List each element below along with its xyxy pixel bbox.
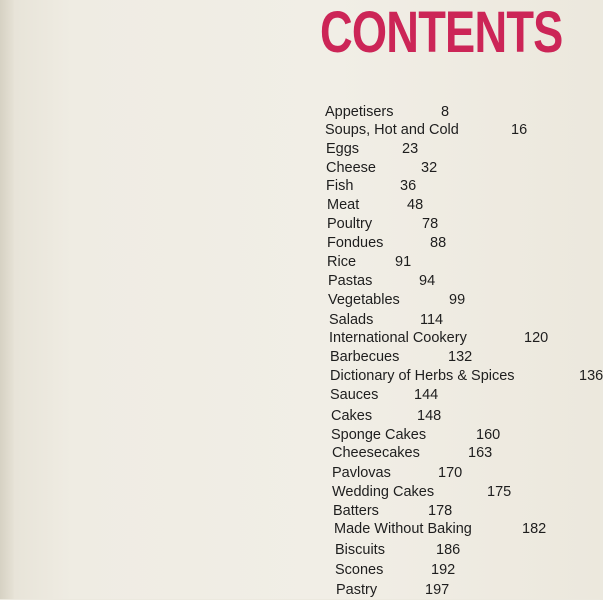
toc-page-number: 186: [436, 542, 461, 558]
toc-entry-title: Rice: [327, 254, 357, 270]
toc-page-number: 175: [487, 484, 512, 500]
toc-entry: [327, 215, 600, 234]
toc-entry-title: Dictionary of Herbs & Spices: [330, 368, 515, 384]
toc-entry: [332, 444, 600, 463]
toc-entry: [335, 541, 600, 560]
toc-page-number: 16: [511, 122, 528, 138]
toc-page-number: 182: [522, 521, 547, 537]
toc-entry-title: Fondues: [327, 235, 384, 251]
toc-entry-title: Biscuits: [335, 542, 385, 558]
toc-entry: [331, 407, 600, 426]
toc-entry: [329, 329, 600, 348]
toc-entry-title: Salads: [329, 312, 374, 328]
toc-entry: [330, 367, 603, 386]
toc-page-number: 32: [421, 160, 438, 176]
toc-page-number: 132: [448, 349, 473, 365]
toc-entry: [331, 426, 600, 445]
toc-entry: [336, 581, 600, 600]
toc-page-number: 148: [417, 408, 442, 424]
toc-page-number: 170: [438, 465, 463, 481]
toc-entry: [328, 272, 600, 291]
toc-entry: [327, 253, 600, 272]
toc-entry: [335, 561, 600, 580]
toc-entry-title: Eggs: [326, 141, 360, 157]
toc-entry-title: Soups, Hot and Cold: [325, 122, 459, 138]
toc-entry-title: International Cookery: [329, 330, 467, 346]
toc-entry-title: Pastry: [336, 582, 378, 598]
toc-entry: [325, 103, 600, 122]
toc-entry-title: Poultry: [327, 216, 373, 232]
toc-entry: [325, 121, 600, 140]
toc-page-number: 160: [476, 427, 501, 443]
toc-page-number: 114: [420, 312, 444, 328]
toc-entry: [326, 159, 600, 178]
toc-entry: [334, 520, 600, 539]
toc-entry-title: Cheese: [326, 160, 376, 176]
toc-entry-title: Sponge Cakes: [331, 427, 427, 443]
toc-page-number: 144: [414, 387, 439, 403]
toc-entry: [327, 234, 600, 253]
toc-entry-title: Scones: [335, 562, 384, 578]
toc-entry: [332, 464, 600, 483]
toc-entry: [326, 140, 600, 159]
toc-page-number: 178: [428, 503, 453, 519]
toc-entry: [330, 348, 600, 367]
toc-entry-title: Made Without Baking: [334, 521, 472, 537]
toc-page-number: 99: [449, 292, 466, 308]
toc-page-number: 88: [430, 235, 447, 251]
toc-entry-title: Wedding Cakes: [332, 484, 435, 500]
toc-page-number: 23: [402, 141, 419, 157]
toc-page-number: 94: [419, 273, 436, 289]
toc-entry-title: Barbecues: [330, 349, 400, 365]
page-title: CONTENTS: [320, 0, 563, 65]
toc-entry: [330, 386, 600, 405]
toc-entry-title: Batters: [333, 503, 379, 519]
toc-page-number: 163: [468, 445, 493, 461]
toc-page-number: 36: [400, 178, 417, 194]
toc-entry-title: Meat: [327, 197, 360, 213]
toc-page-number: 91: [395, 254, 412, 270]
toc-entry-title: Cheesecakes: [332, 445, 420, 461]
toc-entry: [332, 483, 600, 502]
toc-page-number: 48: [407, 197, 424, 213]
toc-entry-title: Fish: [326, 178, 354, 194]
toc-entry-title: Pavlovas: [332, 465, 391, 481]
toc-entry-title: Appetisers: [325, 104, 394, 120]
toc-entry: [326, 177, 600, 196]
toc-entry: [328, 291, 600, 310]
toc-entry-title: Sauces: [330, 387, 379, 403]
toc-entry: [327, 196, 600, 215]
toc-page-number: 8: [441, 104, 450, 120]
toc-entry-title: Pastas: [328, 273, 373, 289]
toc-page-number: 120: [524, 330, 549, 346]
toc-entry-title: Vegetables: [328, 292, 400, 308]
toc-entry: [329, 311, 600, 330]
toc-entry: [333, 502, 600, 521]
toc-entry-title: Cakes: [331, 408, 373, 424]
toc-page-number: 136: [579, 368, 603, 384]
toc-page-number: 197: [425, 582, 450, 598]
toc-page-number: 192: [431, 562, 456, 578]
toc-page-number: 78: [422, 216, 439, 232]
